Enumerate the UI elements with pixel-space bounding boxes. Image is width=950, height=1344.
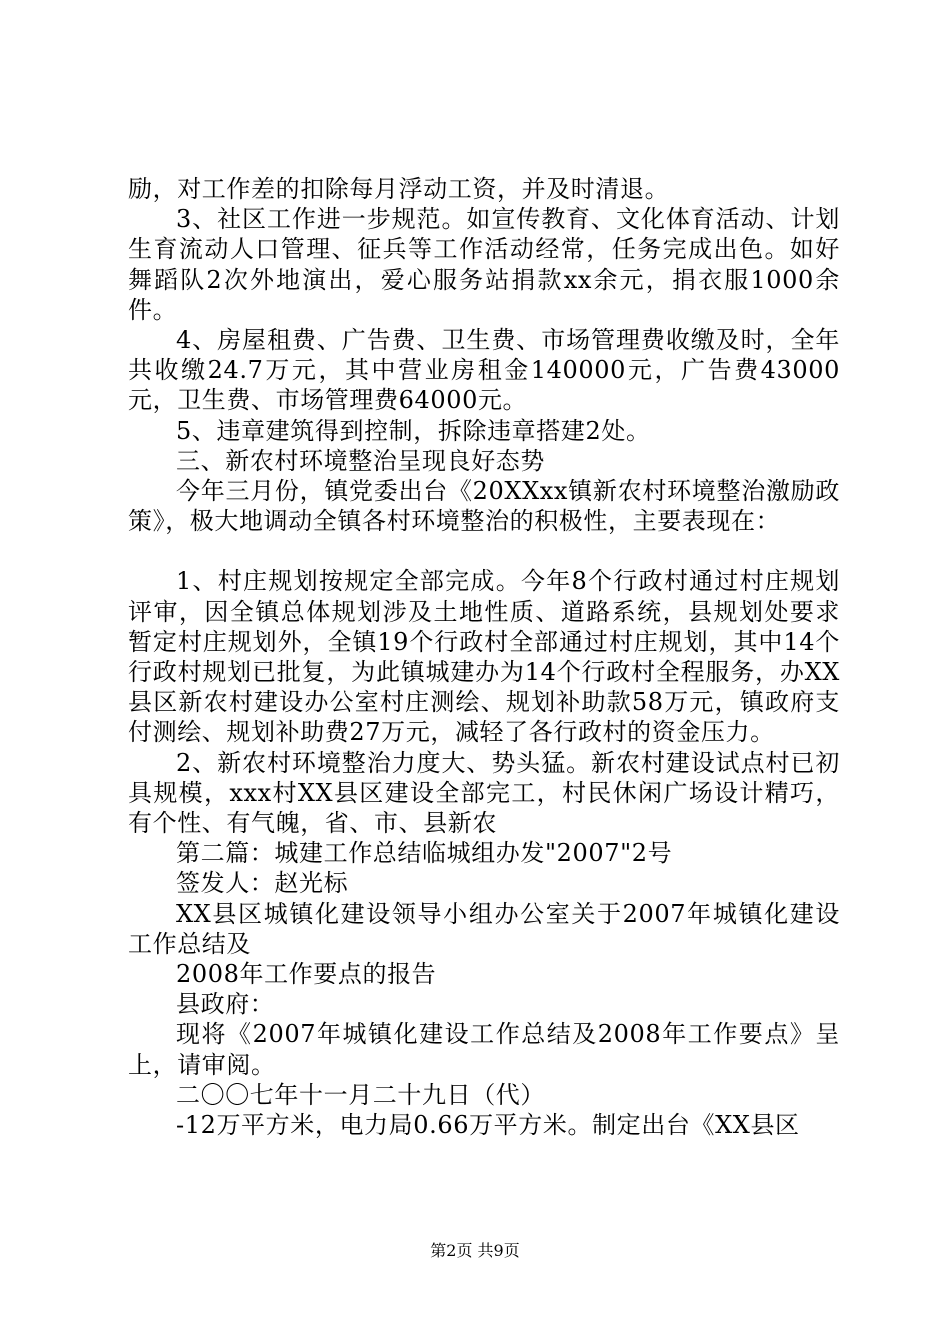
report-title-line-2: 2008年工作要点的报告 (176, 960, 437, 989)
section-heading-3: 三、新农村环境整治呈现良好态势 (176, 446, 545, 475)
paragraph-4: 5、违章建筑得到控制，拆除违章搭建2处。 (176, 416, 651, 445)
paragraph-7: 1、村庄规划按规定全部完成。今年8个行政村通过村庄规划评审，因全镇总体规划涉及土地性质、道路系统，县规划处要求暂定村庄规划外，全镇19个行政村全部通过村庄规划，其中14个行政村规划已批复，为此镇城建办为14个行政村全程服务，办XX县区新农村建设办公室村庄测绘、规划补助款58万元，镇政府支付测绘、规划补助费27万元，减轻了各行政村的资金压力。 (128, 567, 840, 747)
chapter-heading-2: 第二篇：城建工作总结临城组办发"2007"2号 (176, 839, 673, 868)
report-title-line-1: XX县区城镇化建设领导小组办公室关于2007年城镇化建设工作总结及 (128, 899, 840, 958)
paragraph-3: 4、房屋租费、广告费、卫生费、市场管理费收缴及时，全年共收缴24.7万元，其中营业房租金140000元，广告费43000元，卫生费、市场管理费64000元。 (128, 326, 840, 415)
page-footer: 第2页 共9页 (430, 1241, 520, 1260)
document-body (128, 174, 840, 1140)
paragraph-2: 3、社区工作进一步规范。如宣传教育、文化体育活动、计划生育流动人口管理、征兵等工作活动经常，任务完成出色。如好舞蹈队2次外地演出，爱心服务站捐款xx余元，捐衣服1000余件。 (128, 205, 840, 324)
paragraph-last: -12万平方米，电力局0.66万平方米。制定出台《XX县区 (176, 1111, 800, 1140)
paragraph-1: 励，对工作差的扣除每月浮动工资，并及时清退。 (128, 175, 670, 203)
addressee-line: 县政府： (176, 990, 275, 1019)
paragraph-6: 今年三月份，镇党委出台《20XXxx镇新农村环境整治激励政策》，极大地调动全镇各村环境整治的积极性，主要表现在： (128, 477, 840, 536)
signer-line: 签发人：赵光标 (176, 869, 349, 898)
paragraph-8: 2、新农村环境整治力度大、势头猛。新农村建设试点村已初具规模，xxx村XX县区建设全部完工，村民休闲广场设计精巧，有个性、有气魄，省、市、县新农 (128, 748, 840, 838)
date-line: 二〇〇七年十一月二十九日（代） (176, 1080, 545, 1109)
paragraph-submit: 现将《2007年城镇化建设工作总结及2008年工作要点》呈上，请审阅。 (128, 1020, 840, 1079)
